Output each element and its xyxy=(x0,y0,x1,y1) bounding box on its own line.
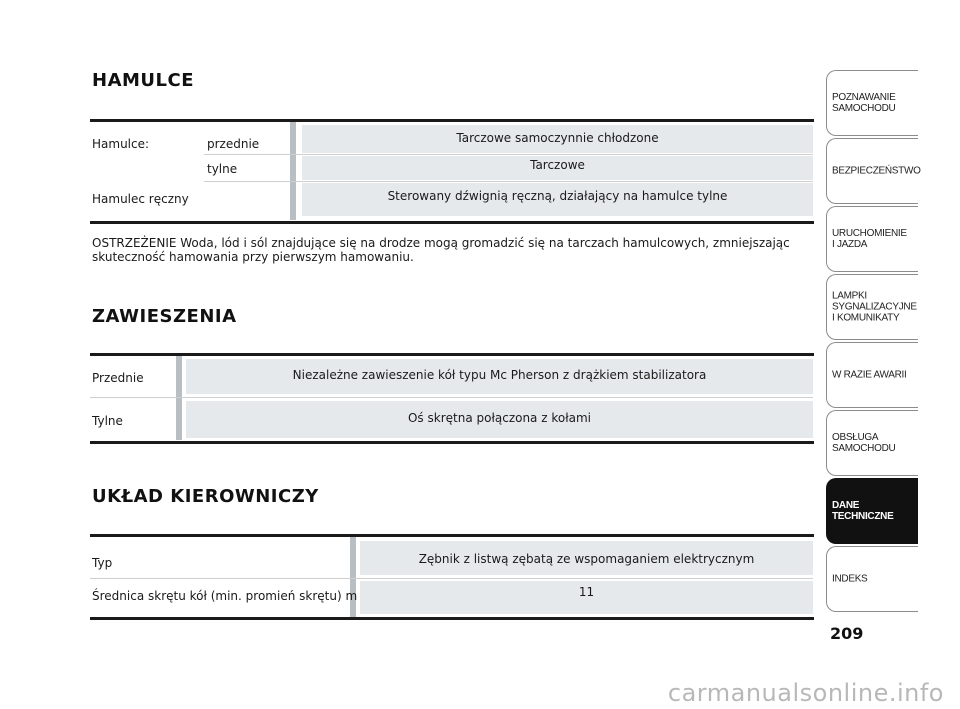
row-divider xyxy=(90,578,813,579)
table-top-rule xyxy=(90,353,814,356)
column-divider xyxy=(290,122,296,220)
row-value: Tarczowe xyxy=(530,158,585,172)
tab-w-razie-awarii[interactable] xyxy=(826,342,918,408)
tab-label: BEZPIECZEŃSTWO xyxy=(832,165,921,177)
tab-label: POZNAWANIE SAMOCHODU xyxy=(832,92,896,114)
row-value: Zębnik z listwą zębatą ze wspomaganiem elektrycznym xyxy=(418,552,755,566)
tab-label: OBSŁUGA SAMOCHODU xyxy=(832,432,896,454)
tab-bezpieczenstwo[interactable] xyxy=(826,138,921,204)
row-sublabel: tylne xyxy=(207,162,238,176)
table-top-rule xyxy=(90,534,814,537)
watermark: carmanualsonline.info xyxy=(667,679,944,707)
row-divider xyxy=(204,181,813,182)
row-value: Sterowany dźwignią ręczną, działający na hamulce tylne xyxy=(387,189,728,203)
row-label: Tylne xyxy=(92,414,123,428)
row-value: Niezależne zawieszenie kół typu Mc Pherson z drążkiem stabilizatora xyxy=(292,368,707,382)
warning-note: OSTRZEŻENIE Woda, lód i sól znajdujące się na drodze mogą gromadzić się na tarczach hamulcowych, zmniejszając skuteczność hamowania przy pierwszym hamowaniu. xyxy=(92,236,790,264)
row-divider xyxy=(90,397,813,398)
tab-label: W RAZIE AWARII xyxy=(832,369,907,381)
section-title-brakes: HAMULCE xyxy=(92,70,194,91)
row-sublabel: przednie xyxy=(207,137,260,151)
table-bottom-rule xyxy=(90,617,814,620)
chapter-tabs xyxy=(826,70,921,614)
tab-obsluga-samochodu[interactable] xyxy=(826,410,918,476)
row-label: Średnica skrętu kół (min. promień skrętu) m xyxy=(92,589,358,603)
section-title-suspension: ZAWIESZENIA xyxy=(92,306,237,327)
column-divider xyxy=(176,356,182,440)
row-label: Przednie xyxy=(92,371,144,385)
tab-label: DANE TECHNICZNE xyxy=(832,500,894,522)
column-divider xyxy=(350,537,356,617)
tab-indeks[interactable] xyxy=(826,546,918,612)
row-divider xyxy=(204,154,813,155)
row-label: Hamulce: xyxy=(92,137,150,151)
table-bottom-rule xyxy=(90,441,814,444)
row-value: 11 xyxy=(578,585,595,599)
tab-lampki-sygnalizacyjne[interactable] xyxy=(826,274,918,340)
row-value: Tarczowe samoczynnie chłodzone xyxy=(456,131,659,145)
tab-dane-techniczne[interactable] xyxy=(826,478,918,544)
row-value: Oś skrętna połączona z kołami xyxy=(407,411,591,425)
table-top-rule xyxy=(90,119,814,122)
tab-poznawanie-samochodu[interactable] xyxy=(826,70,918,136)
tab-label: INDEKS xyxy=(832,573,868,585)
tab-uruchomienie-i-jazda[interactable] xyxy=(826,206,918,272)
page-number: 209 xyxy=(830,624,864,643)
table-bottom-rule xyxy=(90,221,814,224)
tab-label: URUCHOMIENIE I JAZDA xyxy=(832,228,907,250)
row-label: Typ xyxy=(92,556,113,570)
row-label: Hamulec ręczny xyxy=(92,192,189,206)
tab-label: LAMPKI SYGNALIZACYJNE I KOMUNIKATY xyxy=(832,290,917,324)
section-title-steering: UKŁAD KIEROWNICZY xyxy=(92,486,319,507)
